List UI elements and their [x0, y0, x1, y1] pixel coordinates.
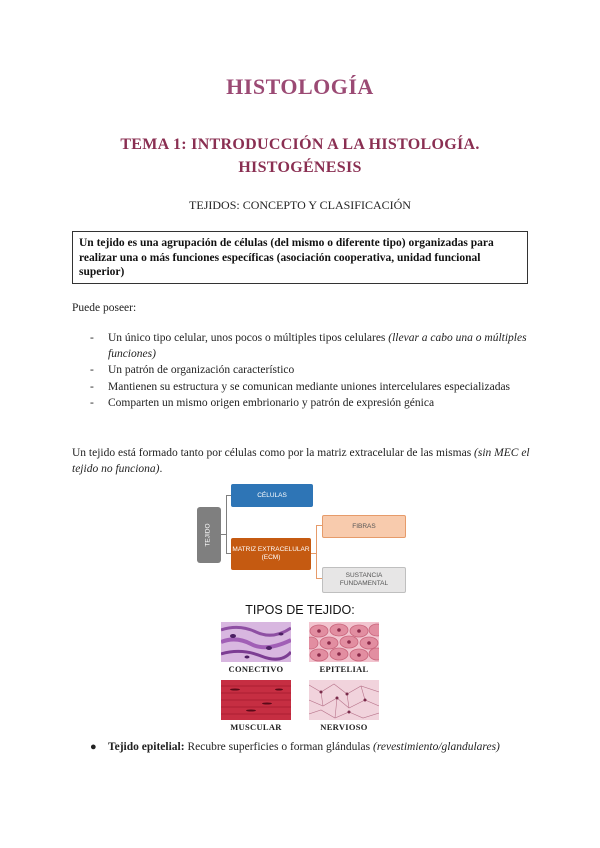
list-item: - Un patrón de organización característico: [90, 364, 295, 376]
list-item: - Comparten un mismo origen embrionario y patrón de expresión génica: [90, 397, 435, 409]
paragraph-end: .: [159, 463, 163, 475]
paragraph-italic: (sin MEC el tejido no funciona): [72, 447, 530, 475]
tissue-label-muscular: MUSCULAR: [230, 722, 282, 732]
bullet-epithelial: [90, 740, 560, 755]
topic-title-line1: TEMA 1: INTRODUCCIÓN A LA HISTOLOGÍA.: [120, 136, 480, 153]
tissue-types-heading: TIPOS DE TEJIDO:: [245, 603, 355, 617]
list-item: - Un único tipo celular, unos pocos o múltiples tipos celulares (llevar a cabo una o múltiples funciones): [90, 332, 527, 360]
topic-title-line2: HISTOGÉNESIS: [238, 159, 362, 176]
paragraph-text: Un tejido está formado tanto por células como por la matriz extracelular de las mismas: [72, 447, 475, 459]
tissue-label-nervous: NERVIOSO: [320, 722, 368, 732]
diagram-node-ground-substance: SUSTANCIA FUNDAMENTAL: [322, 567, 406, 593]
topic-title: [60, 133, 540, 179]
muscular-tissue-image: [221, 680, 291, 720]
diagram-node-matrix: MATRIZ EXTRACELULAR (ECM): [231, 538, 311, 570]
diagram-node-tejido: [197, 507, 221, 563]
bullet-italic: (revestimiento/glandulares): [372, 741, 500, 753]
list-item: - Mantienen su estructura y se comunican mediante uniones intercelulares especializadas: [90, 380, 511, 393]
diagram-node-cells: CÉLULAS: [231, 484, 313, 507]
list-item-text: Mantienen su estructura y se comunican mediante uniones intercelulares especializadas: [108, 380, 511, 393]
bullet-text: Recubre superficies o forman glándulas: [184, 741, 373, 753]
epithelial-tissue-image: [309, 622, 379, 662]
bullet-bold: Tejido epitelial:: [108, 741, 185, 753]
connective-tissue-image: [221, 622, 291, 662]
paragraph: [72, 445, 532, 477]
section-heading: TEJIDOS: CONCEPTO Y CLASIFICACIÓN: [189, 198, 411, 212]
definition-box: Un tejido es una agrupación de células (del mismo o diferente tipo) organizadas para realizar una o más funciones específicas (asociación cooperativa, unidad funcional superior): [72, 231, 528, 284]
tissue-label-connective: CONECTIVO: [228, 664, 284, 674]
list-item-text: Comparten un mismo origen embrionario y patrón de expresión génica: [108, 397, 435, 409]
features-list: [90, 331, 530, 413]
connector-line: [226, 495, 227, 554]
list-item-italic: (llevar a cabo una o múltiples funciones): [108, 332, 527, 360]
list-item-text: Un único tipo celular, unos pocos o múltiples tipos celulares: [108, 332, 389, 344]
document-title: HISTOLOGÍA: [226, 74, 374, 99]
diagram-node-label: TEJIDO: [205, 523, 212, 547]
list-item-text: Un patrón de organización característico: [108, 364, 295, 376]
bullet-icon: ●: [90, 741, 97, 753]
diagram-node-fibers: FIBRAS: [322, 515, 406, 538]
intro-text: Puede poseer:: [72, 302, 137, 314]
tissue-label-epithelial: EPITELIAL: [319, 664, 369, 674]
connector-line: [316, 525, 317, 579]
nervous-tissue-image: [309, 680, 379, 720]
